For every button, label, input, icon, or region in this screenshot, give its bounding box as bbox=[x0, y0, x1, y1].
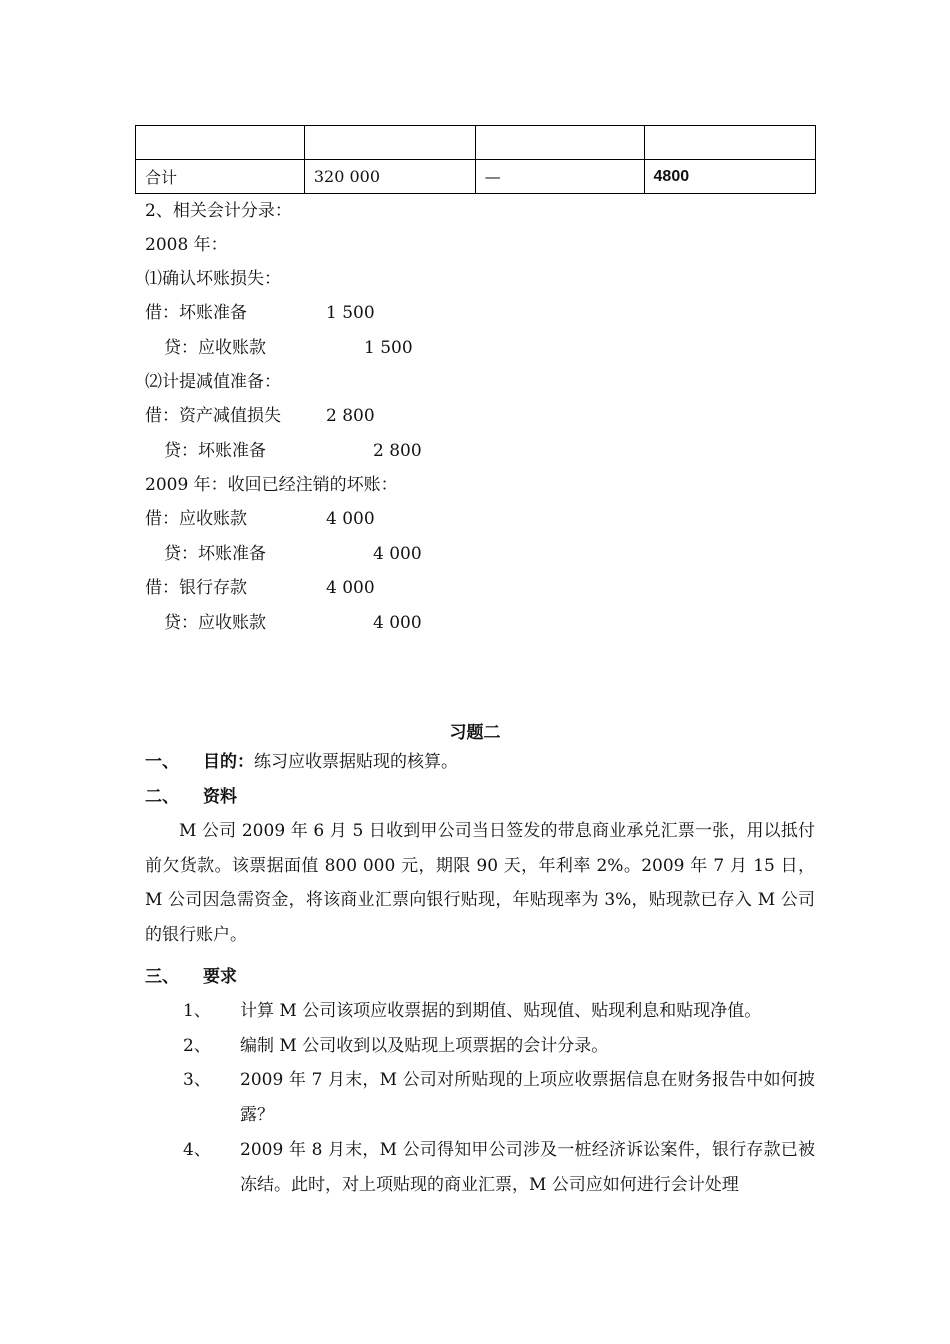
entry1-credit-amount: 1 500 bbox=[364, 338, 413, 358]
year-2008: 2008 年： bbox=[145, 235, 228, 255]
total-bad-debt-cell: 4800 bbox=[644, 160, 815, 194]
entry3-debit-amount: 4 000 bbox=[326, 509, 375, 529]
section-heading: 资料 bbox=[203, 787, 237, 806]
entry1-credit: 贷：应收账款 bbox=[164, 338, 266, 358]
item1-title: ⑴确认坏账损失： bbox=[145, 269, 281, 289]
entry2-credit: 贷：坏账准备 bbox=[164, 441, 266, 461]
total-amount-cell: 320 000 bbox=[304, 160, 475, 194]
exercise-title: 习题二 bbox=[449, 723, 501, 742]
requirement-text: 编制 M 公司收到以及贴现上项票据的会计分录。 bbox=[240, 1036, 609, 1056]
section-number: 一、 bbox=[145, 752, 179, 771]
requirement-number: 1、 bbox=[183, 1001, 211, 1021]
entry3-debit: 借：应收账款 bbox=[145, 509, 247, 529]
item2-title: ⑵计提减值准备： bbox=[145, 372, 281, 392]
entry2-debit-amount: 2 800 bbox=[326, 406, 375, 426]
requirement-number: 4、 bbox=[183, 1140, 211, 1160]
requirement-text: 2009 年 7 月末，M 公司对所贴现的上项应收票据信息在财务报告中如何披露？ bbox=[240, 1070, 815, 1125]
section-number: 二、 bbox=[145, 787, 179, 806]
year-2009: 2009 年：收回已经注销的坏账： bbox=[145, 475, 398, 495]
entry3-credit-amount: 4 000 bbox=[373, 544, 422, 564]
requirement-number: 3、 bbox=[183, 1070, 211, 1090]
table-cell bbox=[475, 126, 644, 160]
entry4-credit: 贷：应收账款 bbox=[164, 613, 266, 633]
table-row-total bbox=[136, 160, 816, 194]
purpose-label: 目的： bbox=[203, 752, 254, 771]
requirement-text: 2009 年 8 月末，M 公司得知甲公司涉及一桩经济诉讼案件，银行存款已被冻结。此时，对上项贴现的商业汇票，M 公司应如何进行会计处理 bbox=[240, 1140, 815, 1195]
total-dash-cell: — bbox=[475, 160, 644, 194]
purpose-text: 练习应收票据贴现的核算。 bbox=[254, 752, 458, 772]
entry2-credit-amount: 2 800 bbox=[373, 441, 422, 461]
entries-heading: 2、相关会计分录： bbox=[145, 201, 292, 221]
table-cell bbox=[644, 126, 815, 160]
entry4-debit-amount: 4 000 bbox=[326, 578, 375, 598]
summary-table bbox=[135, 125, 816, 194]
requirement-number: 2、 bbox=[183, 1036, 211, 1056]
table-row bbox=[136, 126, 816, 160]
table-cell bbox=[136, 126, 305, 160]
section-heading: 要求 bbox=[203, 967, 237, 986]
total-label-cell: 合计 bbox=[136, 160, 305, 194]
entry3-credit: 贷：坏账准备 bbox=[164, 544, 266, 564]
section-number: 三、 bbox=[145, 967, 179, 986]
entry4-debit: 借：银行存款 bbox=[145, 578, 247, 598]
table-cell bbox=[304, 126, 475, 160]
material-paragraph: M 公司 2009 年 6 月 5 日收到甲公司当日签发的带息商业承兑汇票一张，用以抵付前欠货款。该票据面值 800 000 元，期限 90 天，年利率 2%。2009 年 7 月 15 日，M 公司因急需资金，将该商业汇票向银行贴现，年贴现率为 3%，贴现款已存入 M 公司的银行账户。 bbox=[145, 821, 815, 945]
requirement-text: 计算 M 公司该项应收票据的到期值、贴现值、贴现利息和贴现净值。 bbox=[240, 1001, 762, 1021]
entry4-credit-amount: 4 000 bbox=[373, 613, 422, 633]
entry1-debit: 借：坏账准备 bbox=[145, 303, 247, 323]
entry1-debit-amount: 1 500 bbox=[326, 303, 375, 323]
entry2-debit: 借：资产减值损失 bbox=[145, 406, 281, 426]
section-heading bbox=[203, 753, 458, 771]
